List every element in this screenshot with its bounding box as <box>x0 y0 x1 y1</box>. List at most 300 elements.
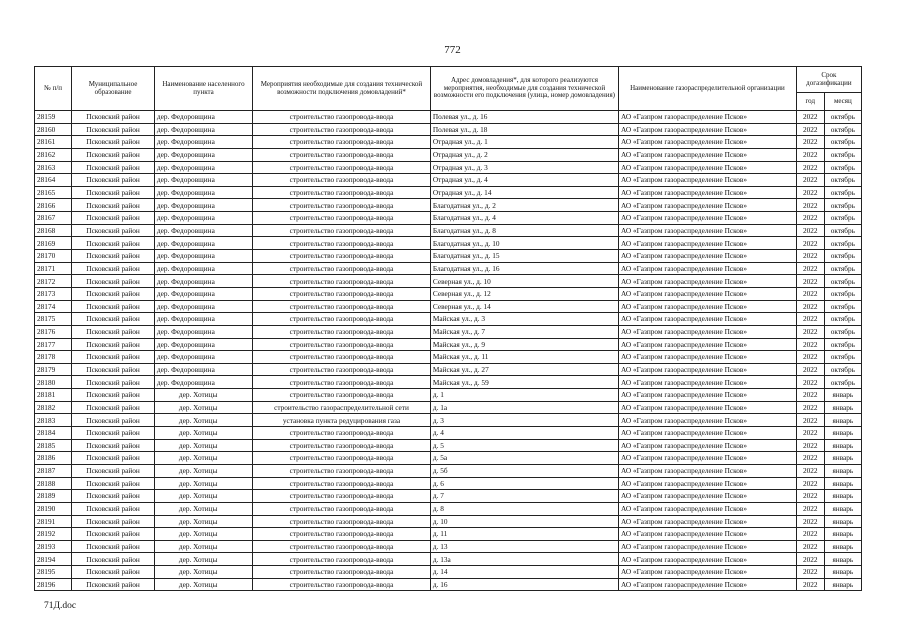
row-number: 28171 <box>35 262 72 275</box>
address-cell: Отрадная ул., д. 1 <box>430 136 618 149</box>
district-cell: Псковский район <box>72 414 155 427</box>
month-cell: январь <box>824 515 861 528</box>
settlement-cell: дер. Федоровщина <box>154 212 252 225</box>
address-cell: д. 11 <box>430 528 618 541</box>
table-row <box>35 515 862 528</box>
row-number: 28188 <box>35 477 72 490</box>
year-cell: 2022 <box>796 414 824 427</box>
organization-cell: АО «Газпром газораспределение Псков» <box>619 490 797 503</box>
settlement-cell: дер. Федоровщина <box>154 186 252 199</box>
organization-cell: АО «Газпром газораспределение Псков» <box>619 111 797 124</box>
district-cell: Псковский район <box>72 439 155 452</box>
row-number: 28194 <box>35 553 72 566</box>
settlement-cell: дер. Хотицы <box>154 439 252 452</box>
address-cell: Майская ул., д. 59 <box>430 376 618 389</box>
address-cell: д. 7 <box>430 490 618 503</box>
settlement-cell: дер. Федоровщина <box>154 338 252 351</box>
organization-cell: АО «Газпром газораспределение Псков» <box>619 161 797 174</box>
month-cell: январь <box>824 578 861 591</box>
page-number: 772 <box>444 44 461 56</box>
year-cell: 2022 <box>796 325 824 338</box>
row-number: 28164 <box>35 174 72 187</box>
measure-cell: строительство газопровода-ввода <box>253 224 431 237</box>
measure-cell: строительство газопровода-ввода <box>253 287 431 300</box>
district-cell: Псковский район <box>72 566 155 579</box>
address-cell: д. 13 <box>430 540 618 553</box>
row-number: 28173 <box>35 287 72 300</box>
month-cell: октябрь <box>824 351 861 364</box>
measure-cell: строительство газопровода-ввода <box>253 477 431 490</box>
month-cell: январь <box>824 566 861 579</box>
district-cell: Псковский район <box>72 148 155 161</box>
settlement-cell: дер. Хотицы <box>154 540 252 553</box>
row-number: 28177 <box>35 338 72 351</box>
table-row <box>35 212 862 225</box>
row-number: 28165 <box>35 186 72 199</box>
month-cell: октябрь <box>824 363 861 376</box>
year-cell: 2022 <box>796 174 824 187</box>
address-cell: Благодатная ул., д. 8 <box>430 224 618 237</box>
header-org: Наименование газораспределительной организации <box>619 67 797 111</box>
table-row <box>35 224 862 237</box>
district-cell: Псковский район <box>72 477 155 490</box>
row-number: 28195 <box>35 566 72 579</box>
settlement-cell: дер. Федоровщина <box>154 148 252 161</box>
organization-cell: АО «Газпром газораспределение Псков» <box>619 237 797 250</box>
year-cell: 2022 <box>796 351 824 364</box>
month-cell: октябрь <box>824 325 861 338</box>
table-row <box>35 578 862 591</box>
header-deadline: Срок догазификации <box>796 67 861 93</box>
table-row <box>35 199 862 212</box>
settlement-cell: дер. Хотицы <box>154 578 252 591</box>
year-cell: 2022 <box>796 528 824 541</box>
district-cell: Псковский район <box>72 275 155 288</box>
measure-cell: строительство газопровода-ввода <box>253 186 431 199</box>
row-number: 28193 <box>35 540 72 553</box>
table-row <box>35 376 862 389</box>
organization-cell: АО «Газпром газораспределение Псков» <box>619 540 797 553</box>
year-cell: 2022 <box>796 553 824 566</box>
measure-cell: строительство газопровода-ввода <box>253 237 431 250</box>
year-cell: 2022 <box>796 515 824 528</box>
address-cell: д. 6 <box>430 477 618 490</box>
row-number: 28190 <box>35 502 72 515</box>
row-number: 28178 <box>35 351 72 364</box>
district-cell: Псковский район <box>72 389 155 402</box>
measure-cell: строительство газопровода-ввода <box>253 313 431 326</box>
settlement-cell: дер. Хотицы <box>154 490 252 503</box>
month-cell: октябрь <box>824 376 861 389</box>
measure-cell: строительство газопровода-ввода <box>253 250 431 263</box>
row-number: 28180 <box>35 376 72 389</box>
month-cell: октябрь <box>824 212 861 225</box>
year-cell: 2022 <box>796 490 824 503</box>
district-cell: Псковский район <box>72 262 155 275</box>
district-cell: Псковский район <box>72 490 155 503</box>
year-cell: 2022 <box>796 262 824 275</box>
settlement-cell: дер. Федоровщина <box>154 224 252 237</box>
header-address: Адрес домовладения*, для которого реализуются мероприятия, необходимые для создания технической возможности его подключения (улица, номер домовладения) <box>430 67 618 111</box>
month-cell: октябрь <box>824 224 861 237</box>
header-settlement: Наименование населенного пункта <box>154 67 252 111</box>
settlement-cell: дер. Хотицы <box>154 389 252 402</box>
district-cell: Псковский район <box>72 363 155 376</box>
row-number: 28161 <box>35 136 72 149</box>
year-cell: 2022 <box>796 578 824 591</box>
district-cell: Псковский район <box>72 174 155 187</box>
table-row <box>35 490 862 503</box>
row-number: 28170 <box>35 250 72 263</box>
district-cell: Псковский район <box>72 237 155 250</box>
district-cell: Псковский район <box>72 123 155 136</box>
year-cell: 2022 <box>796 161 824 174</box>
organization-cell: АО «Газпром газораспределение Псков» <box>619 275 797 288</box>
table-row <box>35 414 862 427</box>
row-number: 28185 <box>35 439 72 452</box>
year-cell: 2022 <box>796 452 824 465</box>
year-cell: 2022 <box>796 477 824 490</box>
measure-cell: строительство газопровода-ввода <box>253 123 431 136</box>
address-cell: Благодатная ул., д. 16 <box>430 262 618 275</box>
organization-cell: АО «Газпром газораспределение Псков» <box>619 389 797 402</box>
table-row <box>35 389 862 402</box>
district-cell: Псковский район <box>72 212 155 225</box>
month-cell: октябрь <box>824 123 861 136</box>
organization-cell: АО «Газпром газораспределение Псков» <box>619 313 797 326</box>
row-number: 28162 <box>35 148 72 161</box>
address-cell: д. 4 <box>430 427 618 440</box>
organization-cell: АО «Газпром газораспределение Псков» <box>619 401 797 414</box>
month-cell: октябрь <box>824 199 861 212</box>
address-cell: Отрадная ул., д. 2 <box>430 148 618 161</box>
month-cell: январь <box>824 439 861 452</box>
header-month: месяц <box>824 93 861 111</box>
row-number: 28159 <box>35 111 72 124</box>
table-row <box>35 528 862 541</box>
measure-cell: строительство газопровода-ввода <box>253 515 431 528</box>
row-number: 28166 <box>35 199 72 212</box>
organization-cell: АО «Газпром газораспределение Псков» <box>619 477 797 490</box>
year-cell: 2022 <box>796 376 824 389</box>
address-cell: Отрадная ул., д. 14 <box>430 186 618 199</box>
district-cell: Псковский район <box>72 325 155 338</box>
row-number: 28181 <box>35 389 72 402</box>
measure-cell: строительство газопровода-ввода <box>253 528 431 541</box>
organization-cell: АО «Газпром газораспределение Псков» <box>619 414 797 427</box>
district-cell: Псковский район <box>72 540 155 553</box>
measure-cell: строительство газопровода-ввода <box>253 174 431 187</box>
year-cell: 2022 <box>796 275 824 288</box>
table-row <box>35 338 862 351</box>
table-row <box>35 136 862 149</box>
settlement-cell: дер. Федоровщина <box>154 363 252 376</box>
measure-cell: строительство газопровода-ввода <box>253 212 431 225</box>
settlement-cell: дер. Федоровщина <box>154 123 252 136</box>
month-cell: октябрь <box>824 136 861 149</box>
measure-cell: строительство газопровода-ввода <box>253 540 431 553</box>
table-row <box>35 477 862 490</box>
district-cell: Псковский район <box>72 338 155 351</box>
year-cell: 2022 <box>796 540 824 553</box>
organization-cell: АО «Газпром газораспределение Псков» <box>619 224 797 237</box>
table-row <box>35 363 862 376</box>
district-cell: Псковский район <box>72 528 155 541</box>
district-cell: Псковский район <box>72 161 155 174</box>
month-cell: январь <box>824 553 861 566</box>
row-number: 28168 <box>35 224 72 237</box>
year-cell: 2022 <box>796 464 824 477</box>
measure-cell: строительство газораспределительной сети <box>253 401 431 414</box>
table-row <box>35 186 862 199</box>
measure-cell: строительство газопровода-ввода <box>253 452 431 465</box>
district-cell: Псковский район <box>72 250 155 263</box>
organization-cell: АО «Газпром газораспределение Псков» <box>619 528 797 541</box>
year-cell: 2022 <box>796 363 824 376</box>
measure-cell: строительство газопровода-ввода <box>253 199 431 212</box>
measure-cell: строительство газопровода-ввода <box>253 464 431 477</box>
header-measures: Мероприятия необходимые для создания технической возможности подключения домовладений* <box>253 67 431 111</box>
address-cell: д. 1 <box>430 389 618 402</box>
header-district: Муниципальное образование <box>72 67 155 111</box>
address-cell: Отрадная ул., д. 4 <box>430 174 618 187</box>
month-cell: октябрь <box>824 161 861 174</box>
month-cell: октябрь <box>824 262 861 275</box>
measure-cell: строительство газопровода-ввода <box>253 389 431 402</box>
organization-cell: АО «Газпром газораспределение Псков» <box>619 427 797 440</box>
month-cell: январь <box>824 464 861 477</box>
organization-cell: АО «Газпром газораспределение Псков» <box>619 186 797 199</box>
organization-cell: АО «Газпром газораспределение Псков» <box>619 515 797 528</box>
month-cell: январь <box>824 540 861 553</box>
settlement-cell: дер. Федоровщина <box>154 136 252 149</box>
year-cell: 2022 <box>796 566 824 579</box>
measure-cell: строительство газопровода-ввода <box>253 566 431 579</box>
header-year: год <box>796 93 824 111</box>
address-cell: Северная ул., д. 14 <box>430 300 618 313</box>
settlement-cell: дер. Хотицы <box>154 414 252 427</box>
table-row <box>35 351 862 364</box>
organization-cell: АО «Газпром газораспределение Псков» <box>619 464 797 477</box>
address-cell: Майская ул., д. 11 <box>430 351 618 364</box>
organization-cell: АО «Газпром газораспределение Псков» <box>619 351 797 364</box>
address-cell: Благодатная ул., д. 10 <box>430 237 618 250</box>
month-cell: январь <box>824 490 861 503</box>
organization-cell: АО «Газпром газораспределение Псков» <box>619 262 797 275</box>
address-cell: д. 10 <box>430 515 618 528</box>
district-cell: Псковский район <box>72 376 155 389</box>
month-cell: октябрь <box>824 148 861 161</box>
year-cell: 2022 <box>796 111 824 124</box>
address-cell: Майская ул., д. 9 <box>430 338 618 351</box>
table-row <box>35 325 862 338</box>
settlement-cell: дер. Хотицы <box>154 427 252 440</box>
row-number: 28174 <box>35 300 72 313</box>
district-cell: Псковский район <box>72 464 155 477</box>
measure-cell: строительство газопровода-ввода <box>253 148 431 161</box>
year-cell: 2022 <box>796 502 824 515</box>
year-cell: 2022 <box>796 123 824 136</box>
row-number: 28191 <box>35 515 72 528</box>
row-number: 28169 <box>35 237 72 250</box>
row-number: 28176 <box>35 325 72 338</box>
settlement-cell: дер. Хотицы <box>154 464 252 477</box>
month-cell: январь <box>824 502 861 515</box>
settlement-cell: дер. Хотицы <box>154 452 252 465</box>
organization-cell: АО «Газпром газораспределение Псков» <box>619 212 797 225</box>
settlement-cell: дер. Хотицы <box>154 502 252 515</box>
district-cell: Псковский район <box>72 502 155 515</box>
month-cell: январь <box>824 477 861 490</box>
month-cell: октябрь <box>824 313 861 326</box>
organization-cell: АО «Газпром газораспределение Псков» <box>619 136 797 149</box>
row-number: 28184 <box>35 427 72 440</box>
district-cell: Псковский район <box>72 578 155 591</box>
organization-cell: АО «Газпром газораспределение Псков» <box>619 553 797 566</box>
organization-cell: АО «Газпром газораспределение Псков» <box>619 148 797 161</box>
measure-cell: строительство газопровода-ввода <box>253 351 431 364</box>
district-cell: Псковский район <box>72 351 155 364</box>
organization-cell: АО «Газпром газораспределение Псков» <box>619 123 797 136</box>
row-number: 28167 <box>35 212 72 225</box>
month-cell: октябрь <box>824 287 861 300</box>
district-cell: Псковский район <box>72 313 155 326</box>
measure-cell: строительство газопровода-ввода <box>253 578 431 591</box>
settlement-cell: дер. Федоровщина <box>154 262 252 275</box>
table-row <box>35 237 862 250</box>
table-row <box>35 313 862 326</box>
year-cell: 2022 <box>796 389 824 402</box>
gasification-table <box>34 66 862 591</box>
month-cell: январь <box>824 389 861 402</box>
table-row <box>35 300 862 313</box>
address-cell: Отрадная ул., д. 3 <box>430 161 618 174</box>
table-row <box>35 464 862 477</box>
row-number: 28192 <box>35 528 72 541</box>
row-number: 28179 <box>35 363 72 376</box>
measure-cell: строительство газопровода-ввода <box>253 275 431 288</box>
district-cell: Псковский район <box>72 553 155 566</box>
year-cell: 2022 <box>796 212 824 225</box>
settlement-cell: дер. Федоровщина <box>154 275 252 288</box>
table-row <box>35 287 862 300</box>
district-cell: Псковский район <box>72 136 155 149</box>
measure-cell: строительство газопровода-ввода <box>253 161 431 174</box>
table-row <box>35 553 862 566</box>
month-cell: октябрь <box>824 300 861 313</box>
settlement-cell: дер. Хотицы <box>154 515 252 528</box>
month-cell: октябрь <box>824 237 861 250</box>
settlement-cell: дер. Федоровщина <box>154 313 252 326</box>
year-cell: 2022 <box>796 338 824 351</box>
table-row <box>35 161 862 174</box>
organization-cell: АО «Газпром газораспределение Псков» <box>619 174 797 187</box>
table-row <box>35 540 862 553</box>
measure-cell: установка пункта редуцирования газа <box>253 414 431 427</box>
row-number: 28187 <box>35 464 72 477</box>
table-row <box>35 148 862 161</box>
table-row <box>35 427 862 440</box>
address-cell: Полевая ул., д. 18 <box>430 123 618 136</box>
settlement-cell: дер. Федоровщина <box>154 250 252 263</box>
row-number: 28172 <box>35 275 72 288</box>
district-cell: Псковский район <box>72 401 155 414</box>
month-cell: январь <box>824 401 861 414</box>
settlement-cell: дер. Хотицы <box>154 528 252 541</box>
organization-cell: АО «Газпром газораспределение Псков» <box>619 300 797 313</box>
district-cell: Псковский район <box>72 186 155 199</box>
measure-cell: строительство газопровода-ввода <box>253 136 431 149</box>
address-cell: д. 16 <box>430 578 618 591</box>
table-row <box>35 275 862 288</box>
table-row <box>35 452 862 465</box>
settlement-cell: дер. Федоровщина <box>154 376 252 389</box>
year-cell: 2022 <box>796 199 824 212</box>
year-cell: 2022 <box>796 427 824 440</box>
settlement-cell: дер. Хотицы <box>154 553 252 566</box>
table-row <box>35 111 862 124</box>
settlement-cell: дер. Федоровщина <box>154 111 252 124</box>
organization-cell: АО «Газпром газораспределение Псков» <box>619 199 797 212</box>
settlement-cell: дер. Хотицы <box>154 477 252 490</box>
organization-cell: АО «Газпром газораспределение Псков» <box>619 376 797 389</box>
table-row <box>35 123 862 136</box>
month-cell: январь <box>824 414 861 427</box>
organization-cell: АО «Газпром газораспределение Псков» <box>619 287 797 300</box>
measure-cell: строительство газопровода-ввода <box>253 111 431 124</box>
organization-cell: АО «Газпром газораспределение Псков» <box>619 363 797 376</box>
settlement-cell: дер. Федоровщина <box>154 351 252 364</box>
year-cell: 2022 <box>796 237 824 250</box>
measure-cell: строительство газопровода-ввода <box>253 262 431 275</box>
organization-cell: АО «Газпром газораспределение Псков» <box>619 578 797 591</box>
year-cell: 2022 <box>796 148 824 161</box>
organization-cell: АО «Газпром газораспределение Псков» <box>619 250 797 263</box>
month-cell: октябрь <box>824 338 861 351</box>
year-cell: 2022 <box>796 224 824 237</box>
address-cell: Благодатная ул., д. 15 <box>430 250 618 263</box>
settlement-cell: дер. Хотицы <box>154 566 252 579</box>
district-cell: Псковский район <box>72 452 155 465</box>
district-cell: Псковский район <box>72 300 155 313</box>
district-cell: Псковский район <box>72 199 155 212</box>
row-number: 28183 <box>35 414 72 427</box>
address-cell: Майская ул., д. 7 <box>430 325 618 338</box>
settlement-cell: дер. Федоровщина <box>154 161 252 174</box>
table-row <box>35 262 862 275</box>
year-cell: 2022 <box>796 186 824 199</box>
year-cell: 2022 <box>796 250 824 263</box>
organization-cell: АО «Газпром газораспределение Псков» <box>619 502 797 515</box>
year-cell: 2022 <box>796 136 824 149</box>
address-cell: д. 13а <box>430 553 618 566</box>
row-number: 28160 <box>35 123 72 136</box>
year-cell: 2022 <box>796 300 824 313</box>
settlement-cell: дер. Федоровщина <box>154 325 252 338</box>
month-cell: октябрь <box>824 186 861 199</box>
table-row <box>35 502 862 515</box>
table-row <box>35 401 862 414</box>
row-number: 28182 <box>35 401 72 414</box>
settlement-cell: дер. Хотицы <box>154 401 252 414</box>
settlement-cell: дер. Федоровщина <box>154 199 252 212</box>
year-cell: 2022 <box>796 313 824 326</box>
settlement-cell: дер. Федоровщина <box>154 174 252 187</box>
month-cell: январь <box>824 427 861 440</box>
measure-cell: строительство газопровода-ввода <box>253 427 431 440</box>
settlement-cell: дер. Федоровщина <box>154 300 252 313</box>
address-cell: Благодатная ул., д. 4 <box>430 212 618 225</box>
